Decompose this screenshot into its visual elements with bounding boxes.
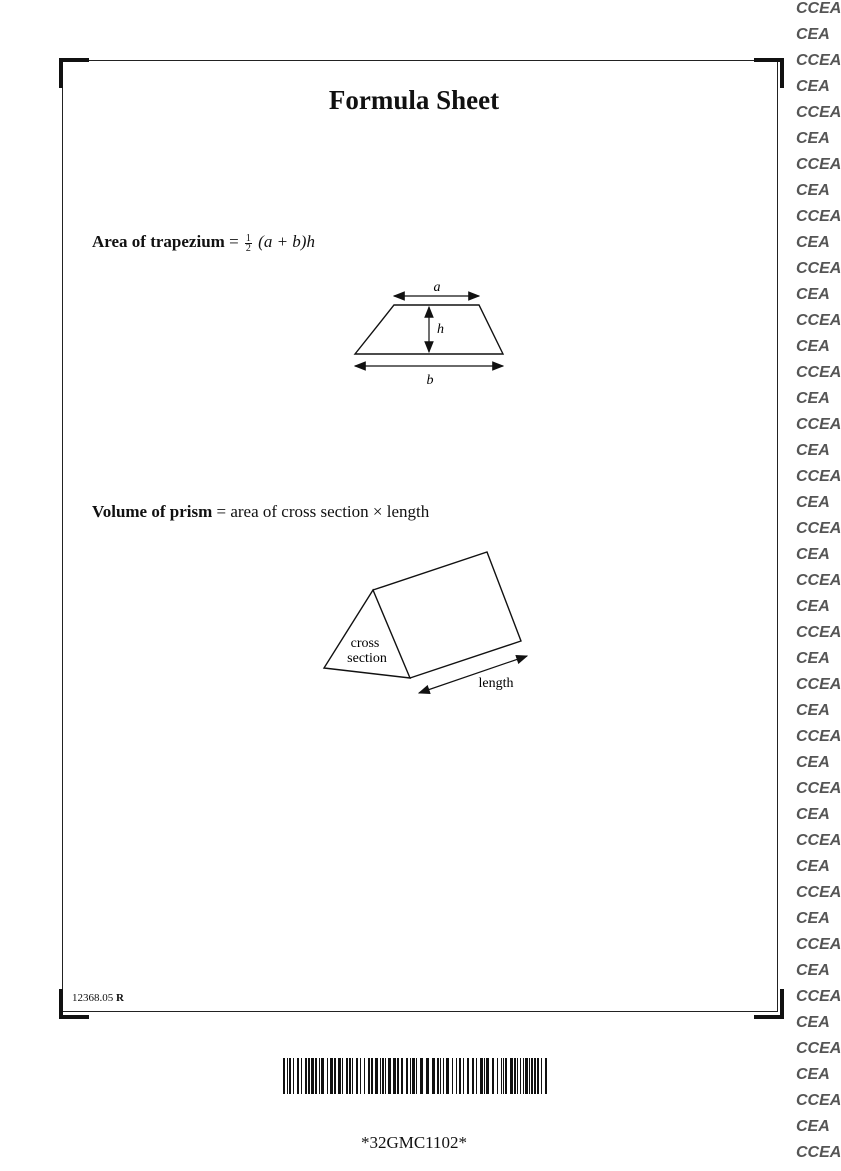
ccea-logo-icon: CEA xyxy=(796,182,830,199)
one-half-fraction: $\frac{1}{2}$ xyxy=(245,232,251,254)
document-code: 12368.05 R xyxy=(72,992,124,1004)
ccea-logo-icon: CCEA xyxy=(796,1040,841,1057)
ccea-logo-icon: CEA xyxy=(796,650,830,667)
label-cross: cross xyxy=(350,636,380,651)
ccea-logo-icon: CCEA xyxy=(796,468,841,485)
ccea-logo-icon: CCEA xyxy=(796,572,841,589)
ccea-logo-icon: CEA xyxy=(796,130,830,147)
ccea-logo-icon: CEA xyxy=(796,1066,830,1083)
ccea-logo-icon: CEA xyxy=(796,598,830,615)
ccea-logo-icon: CCEA xyxy=(796,780,841,797)
ccea-logo-icon: CEA xyxy=(796,338,830,355)
trapezium-diagram xyxy=(355,280,503,388)
ccea-logo-icon: CCEA xyxy=(796,1092,841,1109)
ccea-logo-icon: CCEA xyxy=(796,728,841,745)
ccea-logo-icon: CCEA xyxy=(796,676,841,693)
ccea-logo-icon: CEA xyxy=(796,390,830,407)
label-length: length xyxy=(478,676,514,691)
equals: = xyxy=(224,232,243,251)
ccea-logo-icon: CEA xyxy=(796,1118,830,1135)
ccea-logo-icon: CCEA xyxy=(796,936,841,953)
prism-diagram xyxy=(324,552,527,693)
ccea-logo-icon: CCEA xyxy=(796,832,841,849)
ccea-logo-icon: CCEA xyxy=(796,884,841,901)
ccea-logo-icon: CEA xyxy=(796,858,830,875)
ccea-logo-icon: CEA xyxy=(796,442,830,459)
label-section: section xyxy=(347,651,387,666)
ccea-logo-icon: CCEA xyxy=(796,520,841,537)
ccea-logo-icon: CCEA xyxy=(796,260,841,277)
ccea-logo-icon: CCEA xyxy=(796,208,841,225)
label-a: a xyxy=(433,280,441,295)
ccea-logo-icon: CEA xyxy=(796,494,830,511)
ccea-logo-icon: CCEA xyxy=(796,0,841,17)
page-title: Formula Sheet xyxy=(328,85,500,115)
trapezium-expression: (a + b)h xyxy=(258,232,315,251)
side-logo-strip xyxy=(796,0,841,1171)
ccea-logo-icon: CCEA xyxy=(796,624,841,641)
ccea-logo-icon: CEA xyxy=(796,286,830,303)
ccea-logo-icon: CEA xyxy=(796,1014,830,1031)
ccea-logo-icon: CCEA xyxy=(796,364,841,381)
ccea-logo-icon: CEA xyxy=(796,806,830,823)
ccea-logo-icon: CCEA xyxy=(796,156,841,173)
ccea-logo-icon: CEA xyxy=(796,78,830,95)
label-b: b xyxy=(426,373,434,388)
ccea-logo-icon: CCEA xyxy=(796,416,841,433)
barcode xyxy=(283,1058,549,1094)
ccea-logo-icon: CEA xyxy=(796,26,830,43)
prism-label: Volume of prism xyxy=(92,502,213,521)
prism-formula-rest: = area of cross section × length xyxy=(212,502,430,521)
ccea-logo-icon: CEA xyxy=(796,962,830,979)
label-h: h xyxy=(437,322,444,337)
trapezium-label: Area of trapezium xyxy=(92,232,225,251)
ccea-logo-icon: CEA xyxy=(796,910,830,927)
serial-number: *32GMC1102* xyxy=(360,1133,468,1152)
ccea-logo-icon: CCEA xyxy=(796,52,841,69)
ccea-logo-icon: CCEA xyxy=(796,104,841,121)
ccea-logo-icon: CCEA xyxy=(796,312,841,329)
ccea-logo-icon: CCEA xyxy=(796,1144,841,1161)
ccea-logo-icon: CEA xyxy=(796,546,830,563)
ccea-logo-icon: CEA xyxy=(796,754,830,771)
ccea-logo-icon: CCEA xyxy=(796,988,841,1005)
corner-mark-bottom-right xyxy=(754,989,784,1019)
ccea-logo-icon: CEA xyxy=(796,234,830,251)
ccea-logo-icon: CEA xyxy=(796,702,830,719)
